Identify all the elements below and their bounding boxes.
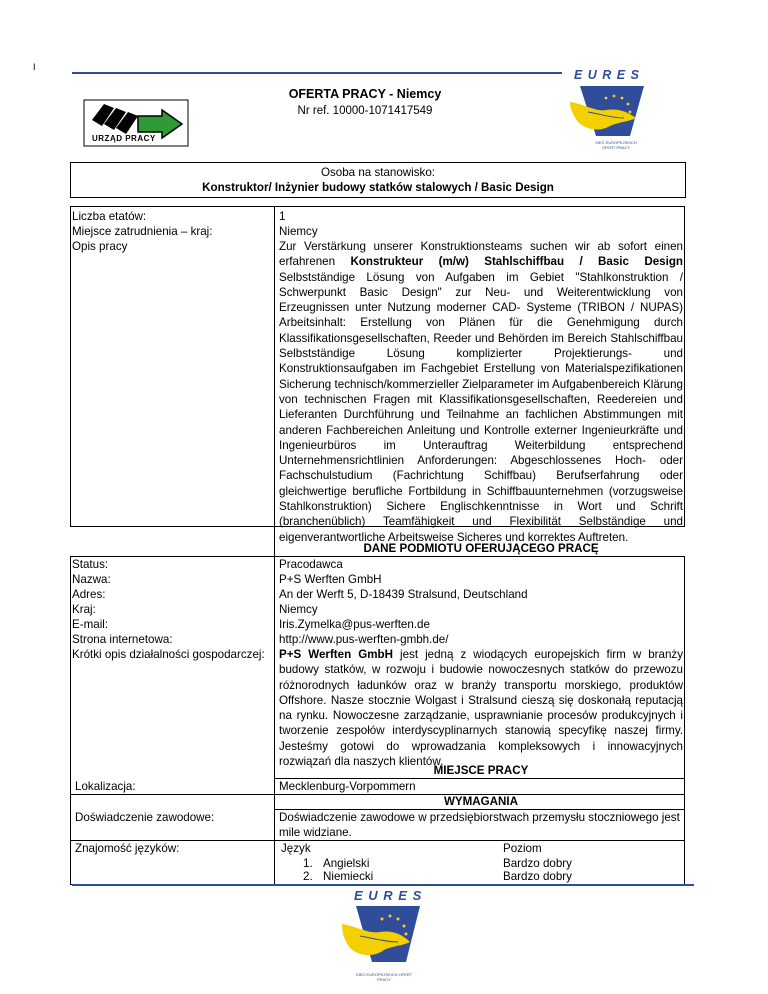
employer-section-title: DANE PODMIOTU OFERUJĄCEGO PRACĘ — [363, 542, 599, 555]
language-name: Niemiecki — [323, 870, 374, 883]
job-description — [279, 239, 683, 545]
language-row — [279, 869, 683, 884]
eures-hand-icon — [338, 902, 430, 972]
job-description-label: Opis pracy — [72, 240, 128, 253]
language-number: 2. — [303, 870, 313, 883]
footer-rule — [72, 884, 694, 886]
offer-title: OFERTA PRACY - Niemcy — [288, 87, 442, 101]
table-top-border — [70, 206, 685, 207]
business-description — [279, 647, 683, 769]
country-label: Kraj: — [72, 603, 96, 616]
experience-label: Doświadczenie zawodowe: — [75, 811, 215, 824]
lower-right-border — [684, 556, 685, 884]
position-intro: Osoba na stanowisko: — [320, 166, 436, 179]
offer-reference: Nr ref. 10000-1071417549 — [297, 105, 433, 117]
eures-logo-bottom-sub: SIEĆ EUROPEJSKICH OFERT PRACY — [355, 972, 413, 982]
eures-logo-bottom — [334, 888, 434, 988]
urzad-pracy-logo — [82, 98, 190, 148]
header-rule — [72, 72, 562, 74]
eures-hand-icon — [566, 82, 666, 144]
table-right-border — [684, 206, 685, 526]
business-description-text: jest jedną z wiodących europejskich firm w branży budowy statków, w rozwoju i budowie nowoczesnych statków do przewozu różnorodnych ładunków oraz w branży transportu morskiego, produktów Offshore. Nasze stocznie Wolgast i Stralsund cieszą się doskonałą reputacją na rynku. Nowoczesne zarządzanie, usprawnianie procesów produkcyjnych i tworzenie zespołów interdyscyplinarnych stanowią specyfikę naszej firmy. Jesteśmy gotowi do wprowadzania kompleksowych i innowacyjnych rozwiązań dla naszych klientów. — [279, 648, 684, 769]
position-title: Konstruktor/ Inżynier budowy statków stalowych / Basic Design — [202, 181, 554, 195]
languages-header-row — [279, 841, 683, 856]
eures-logo-top-text: E U R E S — [574, 68, 640, 82]
job-description-rest: Selbstständige Lösung von Aufgaben im Gebiet "Stahlkonstruktion / Schwerpunkt Basic Design" zur Neu- und Weiterentwicklung von Erzeugnissen unter Nutzung moderner CAD- Systeme (TRIBON / NUPAS) Arbeitsinhalt: Erstellung von Plänen für die Genehmigung durch Klassifikationsgesellschaften, Reeder und Behörden im Bereich Stahlschiffbau Selbstständige Lösung komplizierter Projektierungs- und Konstruktionsaufgaben im Fachgebiet Erstellung von Materialspezifikationen Sicherung technisch/kommerzieller Zielparameter im Aufgabenbereich Klärung von technischen Fragen mit Klassifikationsgesellschaften, Reedereien und Lieferanten Durchführung und Teilnahme an fachlichen Abstimmungen mit anderen Fachbereichen Anleitung und Kontrolle externer Ingenieurkräfte und Ingenieurbüros im Unterauftrag Weiterbildung entsprechend Unternehmensrichtlinien Anforderungen: Abgeschlossenes Hoch- oder Fachschulstudium (Fachrichtung Schiffbau) Berufserfahrung oder gleichwertige berufliche Fortbildung in Schiffbauunternehmen (vorzugsweise Stahlkonstruktion) Sichere Englischkenntnisse in Wort und Schrift (branchenüblich) Teamfähigkeit und Flexibilität Selbständige und eigenverantwortliche Arbeitsweise Sicheres und korrektes Auftreten. — [279, 270, 683, 544]
language-level: Bardzo dobry — [503, 870, 572, 883]
language-column-header: Język — [281, 842, 311, 855]
website-label: Strona internetowa: — [72, 633, 173, 646]
address-label: Adres: — [72, 588, 106, 601]
language-number: 1. — [303, 857, 313, 870]
language-name: Angielski — [323, 857, 370, 870]
email-value[interactable]: Iris.Zymelka@pus-werften.de — [279, 618, 430, 631]
level-column-header: Poziom — [503, 842, 542, 855]
eures-logo-top-sub: SIEĆ EUROPEJSKICH OFERT PRACY — [595, 140, 637, 150]
eures-logo-bottom-text: E U R E S — [354, 888, 423, 903]
experience-value: Doświadczenie zawodowe w przedsiębiorstwach przemysłu stoczniowego jest mile widziane. — [279, 811, 680, 840]
etaty-label: Liczba etatów: — [72, 210, 147, 223]
lower-left-border — [70, 556, 71, 884]
position-box — [70, 162, 686, 198]
place-label: Miejsce zatrudnienia – kraj: — [72, 225, 213, 238]
language-level: Bardzo dobry — [503, 857, 572, 870]
table-column-divider — [274, 206, 275, 884]
eures-logo-top — [566, 68, 666, 158]
table-left-border — [70, 206, 71, 526]
requirements-section-title: WYMAGANIA — [443, 795, 519, 808]
workplace-section-title: MIEJSCE PRACY — [433, 764, 529, 777]
business-description-label: Krótki opis działalności gospodarczej: — [72, 648, 265, 661]
address-value: An der Werft 5, D-18439 Stralsund, Deutschland — [279, 588, 528, 601]
place-value: Niemcy — [279, 225, 318, 238]
job-description-position: Konstrukteur (m/w) Stahlschiffbau / Basic Design — [350, 255, 683, 269]
location-label: Lokalizacja: — [75, 780, 136, 793]
job-description-start: Zur Verstärkung unserer Konstruktionsteams suchen wir ab sofort einen erfahrenen — [279, 240, 683, 269]
website-link[interactable]: http://www.pus-werften-gmbh.de/ — [279, 633, 449, 646]
country-value: Niemcy — [279, 603, 318, 616]
company-name-label: Nazwa: — [72, 573, 111, 586]
status-value: Pracodawca — [279, 558, 343, 571]
company-name-value: P+S Werften GmbH — [279, 573, 382, 586]
page-marker: I — [33, 62, 36, 72]
languages-label: Znajomość języków: — [75, 842, 180, 855]
etaty-value: 1 — [279, 210, 286, 223]
email-label: E-mail: — [72, 618, 109, 631]
business-description-company: P+S Werften GmbH — [279, 648, 393, 661]
location-value: Mecklenburg-Vorpommern — [279, 780, 416, 793]
urzad-pracy-logo-text: URZĄD PRACY — [92, 134, 156, 143]
status-label: Status: — [72, 558, 109, 571]
